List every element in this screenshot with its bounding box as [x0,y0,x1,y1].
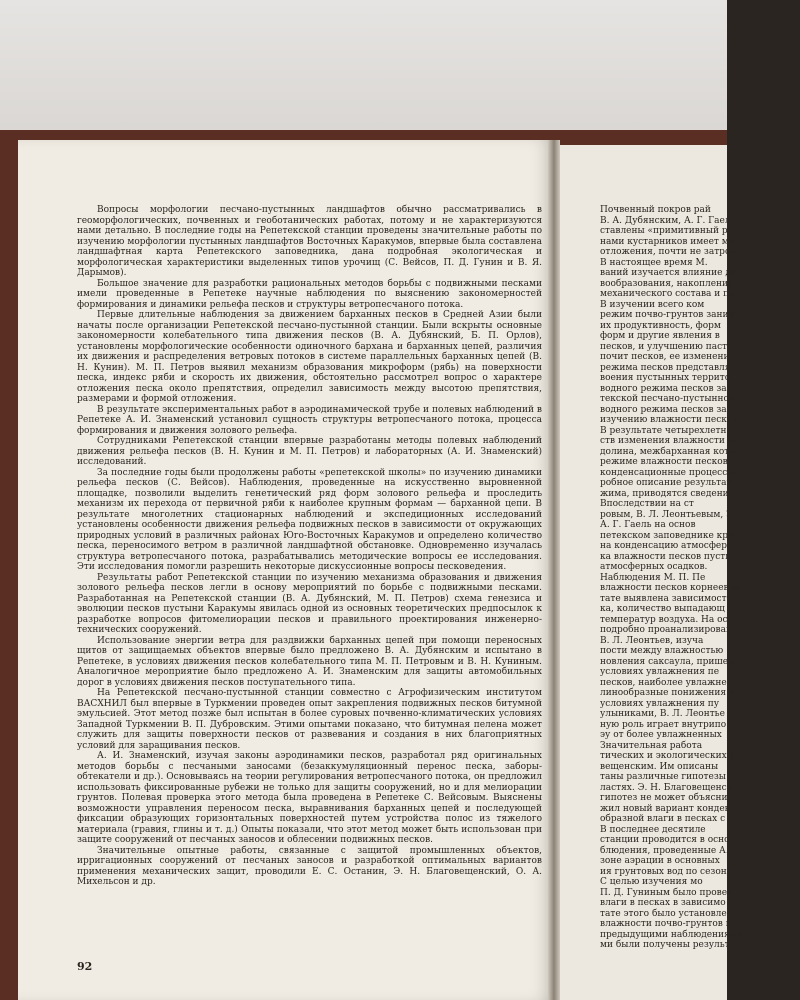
text-line: воения пустынных террито [600,373,731,383]
text-line: жил новый вариант конден [600,803,731,814]
paragraph: За последние годы были продолжены работы «репетекской школы» по изучению динамики рельефа песков (С. Вейсов). Наблюдения, проведенные на искусственно выровненной площадке, позволили выделить генетический ряд форм золового рельефа и проследить механизм их перехода от первичной ряби к наиболее крупным формам — барханной цепи. В результате многолетних стационарных наблюдений и экспедиционных исследований установлены особенности движения рельефа подвижных песков в зависимости от окружающих природных условий в различных районах Юго-Восточных Каракумов и определено количество песка, переносимого ветром в различной ландшафтной обстановке. Одновременно изучалась структура ветропесчаного потока, разрабатывались методические вопросы ее исследования. Эти исследования помогли разрешить некоторые дискуссионные вопросы песковедения. [77,467,542,572]
text-line: водного режима песков за [600,404,727,415]
text-line: ка влажности песков пусты [600,551,733,562]
text-line: А. Г. Гаель на основ [600,520,696,530]
text-line: Наблюдения М. П. Пе [600,572,706,583]
text-line: линообразные понижения с [600,688,734,698]
paragraph: Первые длительные наблюдения за движением барханных песков в Средней Азии были начаты после организации Репетекской песчано-пустынной станции. Были вскрыты основные закономерности колебательного типа движения песков (В. А. Дубянский, Б. П. Орлов), установлены морфологические особенности одиночного бархана и барханных цепей, различия их движения и распределения ветровых потоков в системе параллельных барханных цепей (В. Н. Кунин). М. П. Петров выявил механизм образования микроформ (рябь) на поверхности песка, индекс ряби и скорость их движения, обстоятельно рассмотрел вопрос о характере отложения песка около препятствия, определил зависимость между высотою препятствия, размерами и формой отложения. [77,310,542,404]
text-line: В настоящее время М. [600,257,708,268]
text-line: их продуктивность, форм [600,320,721,331]
text-line: эу от более увлажненных [600,730,722,740]
text-line: Впоследствии на ст [600,499,694,509]
text-line: тических и экологических у [600,751,735,761]
right-page-text [600,205,800,985]
text-line: гипотез не может объясни [600,793,728,803]
text-line: жима, приводятся сведения [600,488,735,499]
page-number: 92 [77,960,93,973]
paragraph: Значительные опытные работы, связанные с защитой промышленных объектов, ирригационных сооружений от песчаных заносов и разработкой оптимальных вариантов применения механических защит, проводили Е. С. Останин, Э. Н. Благовещенский, О. А. Михельсон и др. [77,845,542,887]
text-line: условиях увлажнения пе [600,667,720,677]
text-line: ставлены «примитивный р [600,226,728,236]
paragraph: В результате экспериментальных работ в аэродинамической трубе и полевых наблюдений в Репетеке А. И. Знаменский установил сущность структуры ветропесчаного потока, процесса формирования и движения золового рельефа. [77,404,542,436]
text-line: В последнее десятиле [600,824,706,835]
text-line: атмосферных осадков. [600,562,708,572]
paragraph: На Репетекской песчано-пустынной станции совместно с Агрофизическим институтом ВАСХНИЛ был впервые в Туркмении проведен опыт закрепления подвижных песков битумной эмульсией. Этот метод позже был испытан в более суровых почвенно-климатических условиях Западной Туркмении В. П. Дубровским. Этими опытами показано, что битумная пелена может служить для защиты поверхности песков от развевания и создания в них благоприятных условий для заращивания песков. [77,688,542,751]
text-line: блюдения, проведенные А. [600,845,729,856]
text-line: В изучении всего ком [600,299,705,310]
paragraph: Использование энергии ветра для раздвижки барханных цепей при помощи переносных щитов от защищаемых объектов впервые было предложено В. А. Дубянским и испытано в Репетеке, в условиях движения песков колебательного типа М. П. Петровым и В. Н. Куниным. Аналогичное мероприятие было предложено А. И. Знаменским для защиты автомобильных дорог в условиях движения песков поступательного типа. [77,635,542,688]
text-line: песков, наиболее увлажне [600,677,727,688]
text-line: влажности почво-грунтов в [600,919,731,929]
text-line: ластях. Э. Н. Благовещенск [600,782,733,793]
paragraph: Результаты работ Репетекской станции по изучению механизма образования и движения золового рельефа песков легли в основу мероприятий по борьбе с подвижными песками. Разработанная на Репетекской станции (В. А. Дубянский, М. П. Петров) схема генезиса и эволюции песков пустыни Каракумы явилась одной из основных теоретических предпосылок к разработке вопросов фитомелиорации песков и правильного проектирования инженерно-технических сооружений. [77,572,542,635]
text-line: водного режима песков за [600,383,727,394]
text-line: улыниками, В. Л. Леонтье [600,709,725,719]
text-line: ств изменения влажности п [600,436,734,446]
right-page [560,145,746,1000]
text-line: Значительная работа [600,740,703,751]
text-line: долина, межбарханная котл [600,446,735,457]
text-line: влажности песков корнеевых [600,583,741,593]
text-line: условиях увлажнения пу [600,698,720,709]
text-line: ровым, В. Л. Леонтьевым, З [600,509,732,520]
text-line: В. А. Дубянским, А. Г. Гаел [600,215,731,226]
scanner-background [0,0,727,140]
text-line: текской песчано-пустынной [600,394,735,404]
text-line: тате этого было установле [600,908,727,919]
text-line: ми были получены результ [600,940,730,950]
paragraph: А. И. Знаменский, изучая законы аэродинамики песков, разработал ряд оригинальных методов борьбы с песчаными заносами (безаккумуляционный перенос песка, заборы-обтекатели и др.). Основываясь на теории регулирования ветропесчаного потока, он предложил использовать фиксированные рубежи не только для защиты сооружений, но и для мелиорации грунтов. Полевая проверка этого метода была проведена в Репетеке С. Вейсовым. Выяснены возможности управления переносом песка, выравнивания барханных цепей и последующей фиксации образующих горизонтальных поверхностей путем устройства полос из тяжелого материала (гравия, глины и т. д.) Опыты показали, что этот метод может быть использован при защите сооружений от песчаных заносов и облесении подвижных песков. [77,751,542,845]
text-line: ваний изучается влияние до [600,268,737,278]
text-line: отложения, почти не затрон [600,247,737,257]
text-line: на конденсацию атмосфер [600,541,727,551]
paragraph: Сотрудниками Репетекской станции впервые разработаны методы полевых наблюдений движения рельефа песков (В. Н. Кунин и М. П. Петров) и лабораторных (А. И. Знаменский) исследований. [77,436,542,467]
text-line: станции проводится в осно [600,835,730,845]
paragraph: Вопросы морфологии песчано-пустынных ландшафтов обычно рассматривались в геоморфологических, почвенных и геоботанических работах, потому и не характеризуются нами детально. В последние годы на Репетекской станции проведены значительные работы по изучению морфологии пустынных ландшафтов Восточных Каракумов, впервые была составлена ландшафтная карта Репетекского заповедника, дана подробная экологическая и морфологическая характеристики выделенных типов урочищ (С. Вейсов, П. Д. Гунин и В. Я. Дарымов). [77,205,542,278]
text-line: нами кустарников имеет мо [600,236,735,247]
text-line: вещенским. Им описаны [600,761,719,772]
text-line: П. Д. Гуниным было провед [600,887,733,898]
text-line: В. Л. Леонтьев, изуча [600,635,704,646]
text-line: влаги в песках в зависимо [600,898,726,908]
text-line: Почвенный покров рай [600,205,711,215]
text-line: В результате четырехлетн [600,425,727,436]
text-line: форм и другие явления в [600,331,720,341]
text-line: режим почво-грунтов заним [600,310,736,320]
text-line: С целью изучения мо [600,877,703,887]
text-line: механического состава и пр [600,289,735,299]
text-line: режиме влажности песков, [600,457,731,467]
text-line: режима песков представля [600,362,731,373]
text-line: температур воздуха. На ос [600,614,728,625]
text-line: предыдущими наблюдениями. [600,929,746,940]
text-line: песков, и улучшению паст [600,341,728,352]
left-page-text [77,205,542,965]
text-line: вообразования, накопление [600,278,734,289]
text-line: конденсационные процессы. [600,467,738,478]
book-gutter [548,140,560,1000]
text-line: ную роль играет внутрипо [600,719,727,730]
text-line: новления саксаула, пришел [600,656,734,667]
text-line: ия грунтовых вод по сезона [600,866,733,877]
text-line: робное описание результат [600,478,732,488]
text-line: почит песков, ее изменени [600,352,730,362]
text-line: образной влаги в песках с [600,814,726,824]
paragraph: Большое значение для разработки рациональных методов борьбы с подвижными песками имели проведенные в Репетеке научные наблюдения по выяснению закономерностей формирования и динамики рельефа песков и структуры ветропесчаного потока. [77,278,542,310]
text-line: тате выявлена зависимост [600,593,727,604]
text-line: петекском заповеднике кри [600,530,735,541]
text-line: подробно проанализирован [600,625,732,635]
text-line: ка, количество выпадающ [600,604,725,614]
text-line: пости между влажностью [600,646,724,656]
text-line: зоне аэрации в основных [600,856,720,866]
text-line: таны различные гипотезы [600,772,726,782]
text-line: изучению влажности песков [600,415,738,425]
